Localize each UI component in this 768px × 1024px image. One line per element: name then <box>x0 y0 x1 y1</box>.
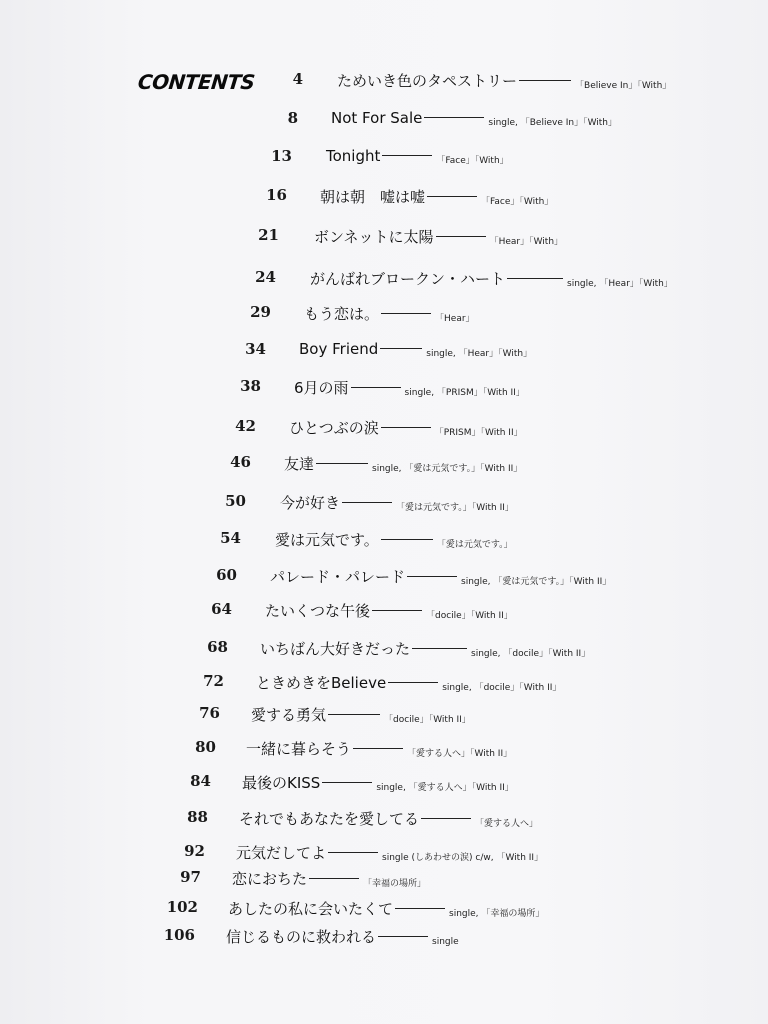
toc-title: ときめきをBelieve <box>256 674 387 692</box>
leader-line <box>388 682 438 683</box>
toc-entry <box>299 340 532 358</box>
toc-release-note: single <box>432 937 459 947</box>
toc-title: 最後のKISS <box>242 774 321 792</box>
toc-release-note: single, 「愛する人へ」「With II」 <box>376 783 514 793</box>
toc-title: パレード・パレード <box>270 568 406 586</box>
toc-entry <box>275 529 513 550</box>
leader-line <box>309 878 359 879</box>
toc-release-note: single, 「愛は元気です。」「With II」 <box>372 464 523 474</box>
leader-line <box>421 818 471 819</box>
toc-page-number: 24 <box>255 268 276 286</box>
toc-page-number: 106 <box>163 926 195 944</box>
toc-title: 朝は朝 嘘は嘘 <box>320 188 426 206</box>
leader-line <box>507 278 563 279</box>
toc-entry <box>289 417 523 438</box>
toc-page-number: 84 <box>190 772 211 790</box>
toc-title: がんばれブロークン・ハート <box>310 270 506 288</box>
leader-line <box>316 463 368 464</box>
leader-line <box>381 313 431 314</box>
toc-entry <box>251 704 471 725</box>
toc-page-number: 34 <box>245 340 266 358</box>
leader-line <box>407 576 457 577</box>
leader-line <box>378 936 428 937</box>
toc-entry <box>270 566 611 587</box>
toc-entry <box>260 638 590 659</box>
toc-entry <box>294 377 525 398</box>
leader-line <box>395 908 445 909</box>
toc-page-number: 4 <box>292 70 303 88</box>
toc-title: いちばん大好きだった <box>260 640 411 658</box>
toc-entry <box>228 898 544 919</box>
toc-page-number: 46 <box>230 453 251 471</box>
toc-title: ボンネットに太陽 <box>314 228 434 246</box>
toc-release-note: single, 「docile」「With II」 <box>471 649 591 659</box>
toc-entry <box>331 109 617 127</box>
toc-page-number: 42 <box>235 417 256 435</box>
leader-line <box>380 348 422 349</box>
toc-entry <box>232 868 426 889</box>
toc-title: 今が好き <box>280 494 341 512</box>
toc-page-number: 88 <box>187 808 208 826</box>
toc-entry <box>246 738 512 759</box>
toc-page-number: 16 <box>266 186 287 204</box>
toc-page-number: 8 <box>287 109 298 127</box>
toc-page-number: 38 <box>240 377 261 395</box>
toc-release-note: 「docile」「With II」 <box>426 611 513 621</box>
toc-release-note: 「Hear」「With」 <box>489 237 564 247</box>
toc-page-number: 54 <box>220 529 241 547</box>
toc-entry <box>314 226 563 247</box>
leader-line <box>328 714 380 715</box>
toc-entry <box>242 772 514 793</box>
toc-title: 友達 <box>284 455 315 473</box>
toc-entry <box>284 453 522 474</box>
leader-line <box>342 502 392 503</box>
toc-title: 一緒に暮らそう <box>246 740 352 758</box>
toc-title: 6月の雨 <box>294 379 349 397</box>
toc-page-number: 102 <box>166 898 198 916</box>
leader-line <box>328 852 378 853</box>
toc-entry <box>280 492 514 513</box>
toc-entry <box>265 600 513 621</box>
toc-title: ひとつぶの涙 <box>289 419 379 437</box>
toc-release-note: 「Face」「With」 <box>436 156 509 166</box>
toc-release-note: single, 「PRISM」「With II」 <box>404 388 525 398</box>
toc-release-note: single, 「愛は元気です。」「With II」 <box>461 577 612 587</box>
toc-page-number: 29 <box>250 303 271 321</box>
toc-entry <box>236 842 543 863</box>
toc-release-note: 「docile」「With II」 <box>384 715 471 725</box>
toc-title: あしたの私に会いたくて <box>228 900 394 918</box>
toc-entry <box>320 186 553 207</box>
toc-entry <box>304 303 475 324</box>
toc-title: それでもあなたを愛してる <box>239 810 420 828</box>
toc-release-note: 「愛する人へ」「With II」 <box>407 749 513 759</box>
toc-page-number: 92 <box>184 842 205 860</box>
toc-release-note: single, 「Believe In」「With」 <box>488 118 618 128</box>
toc-release-note: 「PRISM」「With II」 <box>434 428 523 438</box>
toc-page-number: 50 <box>225 492 246 510</box>
toc-entry <box>226 926 459 947</box>
toc-entry <box>256 672 561 693</box>
leader-line <box>436 236 486 237</box>
leader-line <box>382 155 432 156</box>
leader-line <box>353 748 403 749</box>
toc-title: たいくつな午後 <box>265 602 371 620</box>
toc-title: 信じるものに救われる <box>226 928 377 946</box>
toc-page-number: 60 <box>216 566 237 584</box>
leader-line <box>381 539 433 540</box>
leader-line <box>519 80 571 81</box>
toc-release-note: 「Believe In」「With」 <box>575 81 672 91</box>
toc-title: Not For Sale <box>331 109 423 127</box>
toc-title: 元気だしてよ <box>236 844 327 862</box>
toc-entry <box>310 268 673 289</box>
toc-entry <box>326 147 509 165</box>
contents-heading: CONTENTS <box>136 70 256 94</box>
toc-title: 愛は元気です。 <box>275 531 379 549</box>
toc-page-number: 68 <box>207 638 228 656</box>
toc-release-note: single, 「docile」「With II」 <box>442 683 562 693</box>
leader-line <box>412 648 467 649</box>
leader-line <box>381 427 431 428</box>
leader-line <box>427 196 477 197</box>
toc-release-note: single, 「Hear」「With」 <box>426 349 533 359</box>
toc-page-number: 72 <box>203 672 224 690</box>
toc-release-note: 「愛は元気です。」 <box>436 540 513 550</box>
toc-page-number: 97 <box>180 868 201 886</box>
toc-title: 恋におちた <box>232 870 308 888</box>
leader-line <box>322 782 372 783</box>
toc-page-number: 80 <box>195 738 216 756</box>
toc-title: ためいき色のタペストリー <box>337 72 518 90</box>
leader-line <box>351 387 401 388</box>
toc-release-note: 「愛する人へ」 <box>475 819 539 829</box>
toc-page-number: 13 <box>271 147 292 165</box>
toc-release-note: single, 「幸福の場所」 <box>449 909 545 919</box>
toc-title: Boy Friend <box>299 340 379 358</box>
toc-release-note: single, 「Hear」「With」 <box>567 279 673 289</box>
toc-release-note: 「幸福の場所」 <box>363 879 427 889</box>
toc-title: もう恋は。 <box>304 305 380 323</box>
toc-entry <box>337 70 671 91</box>
toc-page-number: 76 <box>199 704 220 722</box>
toc-title: Tonight <box>326 147 381 165</box>
toc-title: 愛する勇気 <box>251 706 327 724</box>
toc-entry <box>239 808 538 829</box>
toc-page-number: 21 <box>258 226 279 244</box>
leader-line <box>372 610 422 611</box>
toc-release-note: 「Hear」 <box>435 314 475 324</box>
toc-release-note: single (しあわせの涙) c/w, 「With II」 <box>382 853 544 863</box>
leader-line <box>424 117 484 118</box>
toc-release-note: 「Face」「With」 <box>481 197 554 207</box>
toc-page-number: 64 <box>211 600 232 618</box>
toc-release-note: 「愛は元気です。」「With II」 <box>396 503 514 513</box>
